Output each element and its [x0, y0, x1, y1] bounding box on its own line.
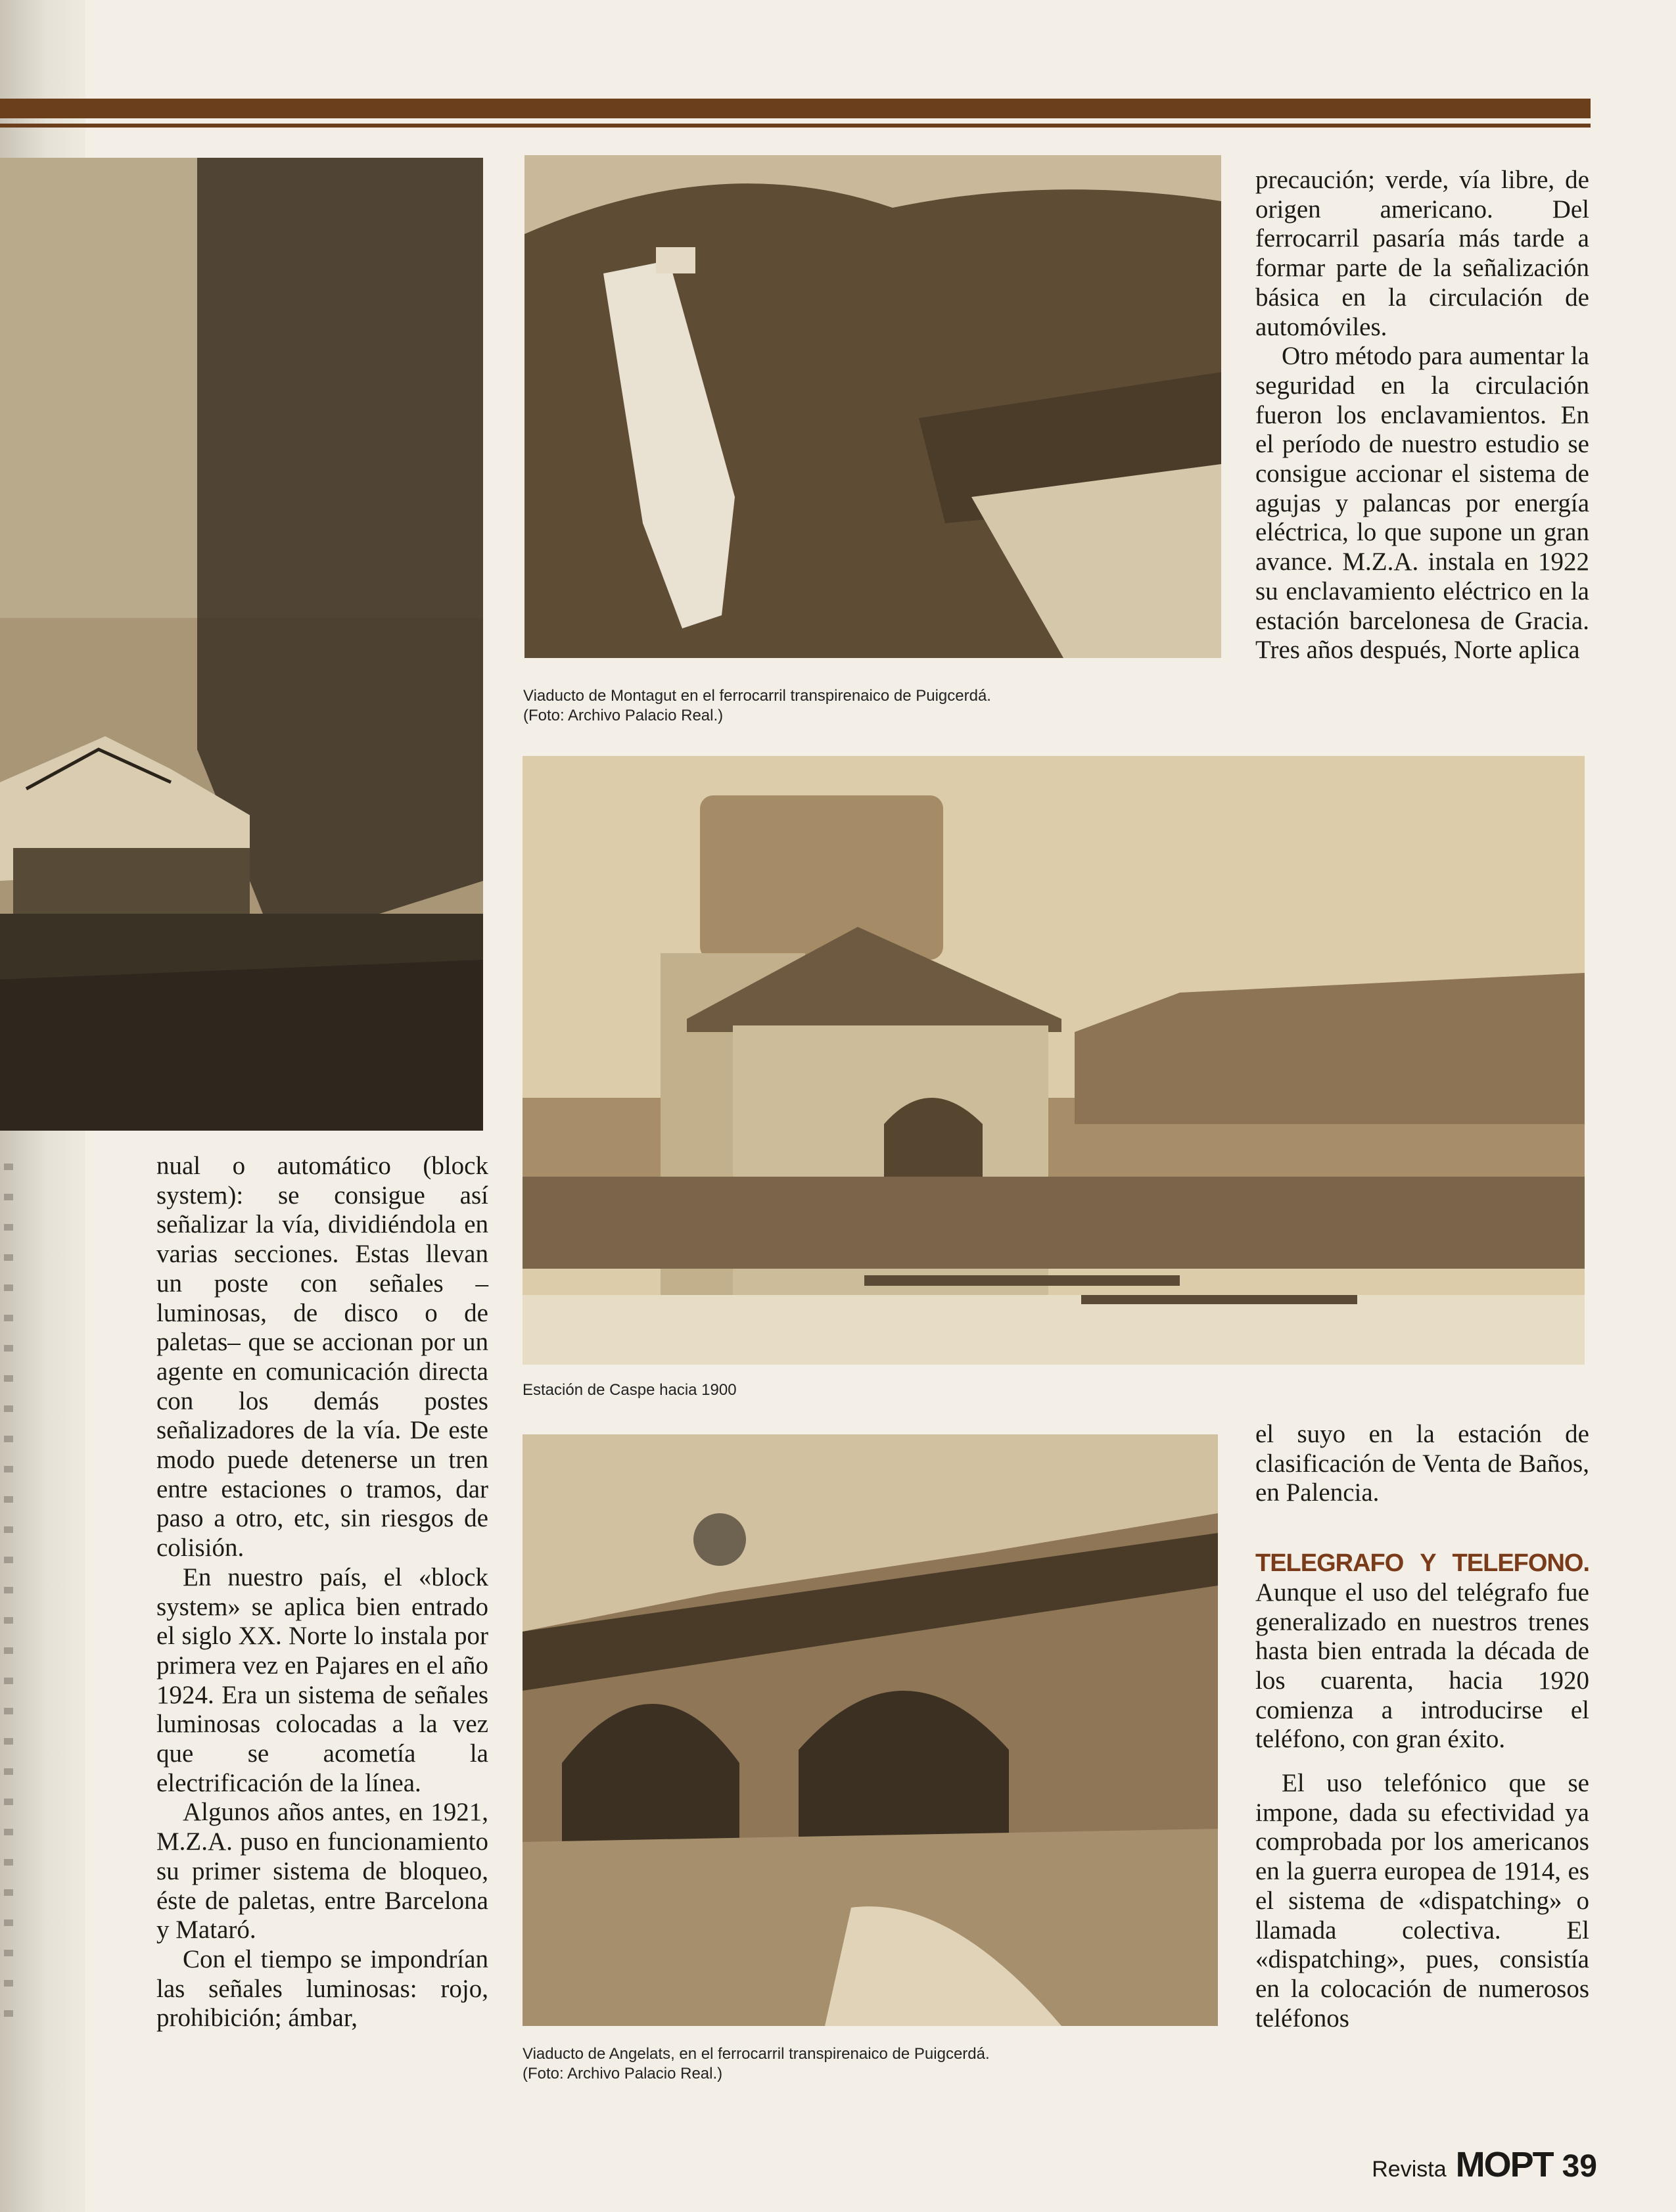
right-column-bottom: [1255, 1420, 1589, 2033]
left-paragraph-1: nual o automático (block system): se consigue así señalizar la vía, dividiéndola en varias secciones. Estas llevan un poste con señales –luminosas, de disco o de paletas– que se accionan por un agente en comunicación directa con los demás postes señalizadores de la vía. De este modo puede detenerse un tren entre estaciones o tramos, dar paso a otro, etc, sin riesgos de colisión.: [156, 1152, 488, 1563]
right-column-top: [1255, 166, 1589, 665]
photo-caspe-station: [523, 756, 1585, 1365]
right-top-paragraph-2: Otro método para aumentar la seguridad en la circulación fueron los enclavamientos. En el período de nuestro estudio se consigue accionar el sistema de agujas y palancas por energía eléctrica, lo que supone un gran avance. M.Z.A. instala en 1922 su enclavamiento eléctrico en la estación barcelonesa de Gracia. Tres años después, Norte aplica: [1255, 342, 1589, 665]
photo-station-trees: [0, 158, 483, 1131]
caption-montagut: [523, 686, 1220, 726]
left-column: [156, 1152, 488, 2033]
photo-angelats-viaduct: [523, 1434, 1218, 2026]
page-footer: [1372, 2144, 1597, 2185]
right-bottom-lead: el suyo en la estación de clasificación de Venta de Baños, en Palencia.: [1255, 1420, 1589, 1507]
right-top-paragraph-1: precaución; verde, vía libre, de origen americano. Del ferrocarril pasaría más tarde a formar parte de la señalización básica en la circulación de automóviles.: [1255, 166, 1589, 341]
mopt-logo: MOPT: [1455, 2145, 1553, 2184]
gutter-bleed-text: [4, 1164, 13, 2018]
section-heading-telegrafo: TELEGRAFO Y TELEFONO.: [1255, 1549, 1589, 1578]
section-paragraph-1: [1255, 1549, 1589, 1754]
caption-montagut-line1: Viaducto de Montagut en el ferrocarril transpirenaico de Puigcerdá.: [523, 687, 991, 705]
caption-angelats-line1: Viaducto de Angelats, en el ferrocarril transpirenaico de Puigcerdá.: [523, 2045, 990, 2063]
section-paragraph-2: El uso telefónico que se impone, dada su efectividad ya comprobada por los americanos en la guerra europea de 1914, es el sistema de «dispatching» o llamada colectiva. El «dispatching», pues, consistía en la colocación de numerosos teléfonos: [1255, 1769, 1589, 2033]
header-rule: [0, 99, 1591, 118]
header-rule-thin: [0, 124, 1591, 128]
footer-revista: Revista: [1372, 2157, 1447, 2182]
page-number: 39: [1562, 2149, 1597, 2184]
photo-montagut-viaduct: [524, 155, 1221, 658]
caption-montagut-credit: (Foto: Archivo Palacio Real.): [523, 707, 724, 724]
left-paragraph-4: Con el tiempo se impondrían las señales luminosas: rojo, prohibición; ámbar,: [156, 1944, 488, 2033]
caption-angelats-credit: (Foto: Archivo Palacio Real.): [523, 2065, 723, 2083]
caption-caspe: Estación de Caspe hacia 1900: [523, 1381, 737, 1399]
section-first-text: Aunque el uso del telégrafo fue generalizado en nuestros trenes hasta bien entrada la década de los cuarenta, hacia 1920 comienza a introducirse el teléfono, con gran éxito.: [1255, 1578, 1589, 1754]
left-paragraph-3: Algunos años antes, en 1921, M.Z.A. puso en funcionamiento su primer sistema de bloqueo, éste de paletas, entre Barcelona y Mataró.: [156, 1798, 488, 1944]
left-paragraph-2: En nuestro país, el «block system» se aplica bien entrado el siglo XX. Norte lo instala por primera vez en Pajares en el año 1924. Era un sistema de señales luminosas colocadas a la vez que se acometía la electrificación de la línea.: [156, 1563, 488, 1797]
caption-angelats: [523, 2044, 1219, 2084]
